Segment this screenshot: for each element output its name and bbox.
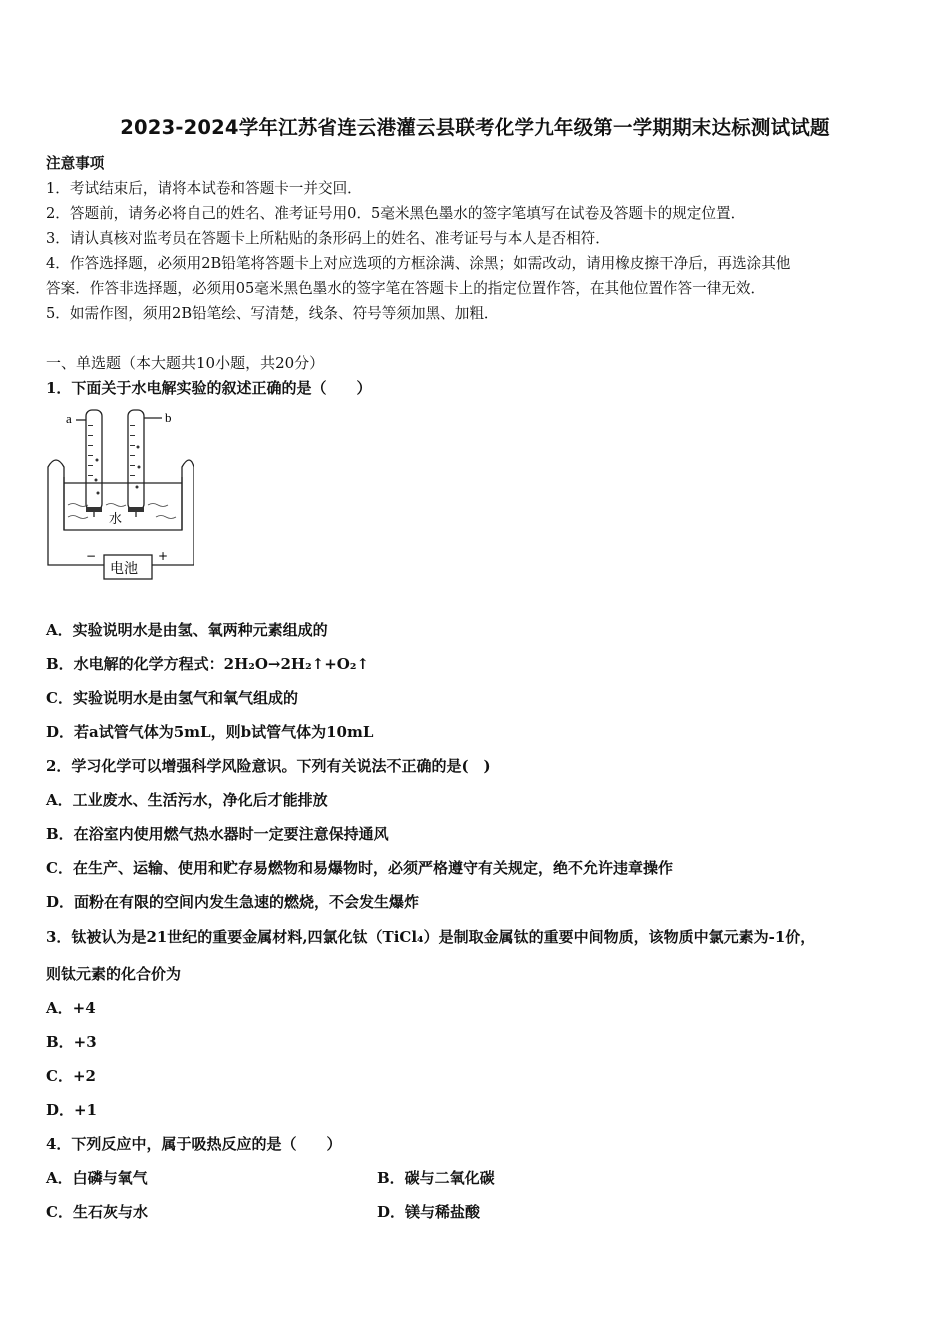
electrolysis-diagram: [44, 405, 194, 585]
q3-option-a: A．+4: [46, 999, 96, 1017]
q3-option-d: D．+1: [46, 1101, 98, 1119]
notice-item: 3．请认真核对监考员在答题卡上所粘贴的条形码上的姓名、准考证号与本人是否相符．: [46, 230, 610, 247]
notice-item: 4．作答选择题，必须用2B铅笔将答题卡上对应选项的方框涂满、涂黑；如需改动，请用橡皮擦干净后，再选涂其他: [46, 255, 791, 272]
minus-sign: −: [86, 549, 97, 563]
tube-label-a: a: [66, 411, 72, 426]
question-2-stem: 2．学习化学可以增强科学风险意识。下列有关说法不正确的是( ): [46, 757, 491, 775]
notice-item: 5．如需作图，须用2B铅笔绘、写清楚，线条、符号等须加黑、加粗．: [46, 305, 499, 322]
q1-option-a: A．实验说明水是由氢、氧两种元素组成的: [46, 621, 328, 639]
tube-label-b: b: [165, 410, 172, 425]
notice-heading: 注意事项: [46, 155, 105, 172]
q4-option-d: D．镁与稀盐酸: [377, 1203, 481, 1221]
question-4-stem: 4．下列反应中，属于吸热反应的是（ ）: [46, 1135, 342, 1153]
q2-option-a: A．工业废水、生活污水，净化后才能排放: [46, 791, 328, 809]
question-1-stem: 1．下面关于水电解实验的叙述正确的是（ ）: [46, 379, 372, 397]
question-3-stem: 3．钛被认为是21世纪的重要金属材料,四氯化钛（TiCl₄）是制取金属钛的重要中间物质，该物质中氯元素为-1价，: [46, 928, 816, 946]
notice-item: 答案．作答非选择题，必须用05毫米黑色墨水的签字笔在答题卡上的指定位置作答，在其他位置作答一律无效．: [46, 280, 766, 297]
q2-option-b: B．在浴室内使用燃气热水器时一定要注意保持通风: [46, 825, 389, 843]
q4-option-a: A．白磷与氧气: [46, 1169, 148, 1187]
water-label: 水: [109, 512, 123, 527]
page-title: 2023-2024学年江苏省连云港灌云县联考化学九年级第一学期期末达标测试试题: [120, 116, 830, 139]
q4-option-b: B．碳与二氧化碳: [377, 1169, 495, 1187]
notice-item: 1．考试结束后，请将本试卷和答题卡一并交回．: [46, 180, 362, 197]
q1-option-d: D．若a试管气体为5mL，则b试管气体为10mL: [46, 723, 374, 741]
q2-option-c: C．在生产、运输、使用和贮存易燃物和易爆物时，必须严格遵守有关规定，绝不允许违章操作: [46, 859, 673, 877]
q3-option-c: C．+2: [46, 1067, 96, 1085]
notice-item: 2．答题前，请务必将自己的姓名、准考证号用0．5毫米黑色墨水的签字笔填写在试卷及答题卡的规定位置．: [46, 205, 746, 222]
section-heading: 一、单选题（本大题共10小题，共20分）: [46, 354, 325, 372]
plus-sign: +: [158, 549, 169, 563]
q1-option-b: B．水电解的化学方程式：2H₂O→2H₂↑+O₂↑: [46, 655, 370, 673]
q2-option-d: D．面粉在有限的空间内发生急速的燃烧，不会发生爆炸: [46, 893, 420, 911]
q3-option-b: B．+3: [46, 1033, 97, 1051]
q1-option-c: C．实验说明水是由氢气和氧气组成的: [46, 689, 298, 707]
q4-option-c: C．生石灰与水: [46, 1203, 148, 1221]
battery-label: 电池: [110, 561, 138, 577]
question-3-stem-cont: 则钛元素的化合价为: [46, 965, 182, 983]
